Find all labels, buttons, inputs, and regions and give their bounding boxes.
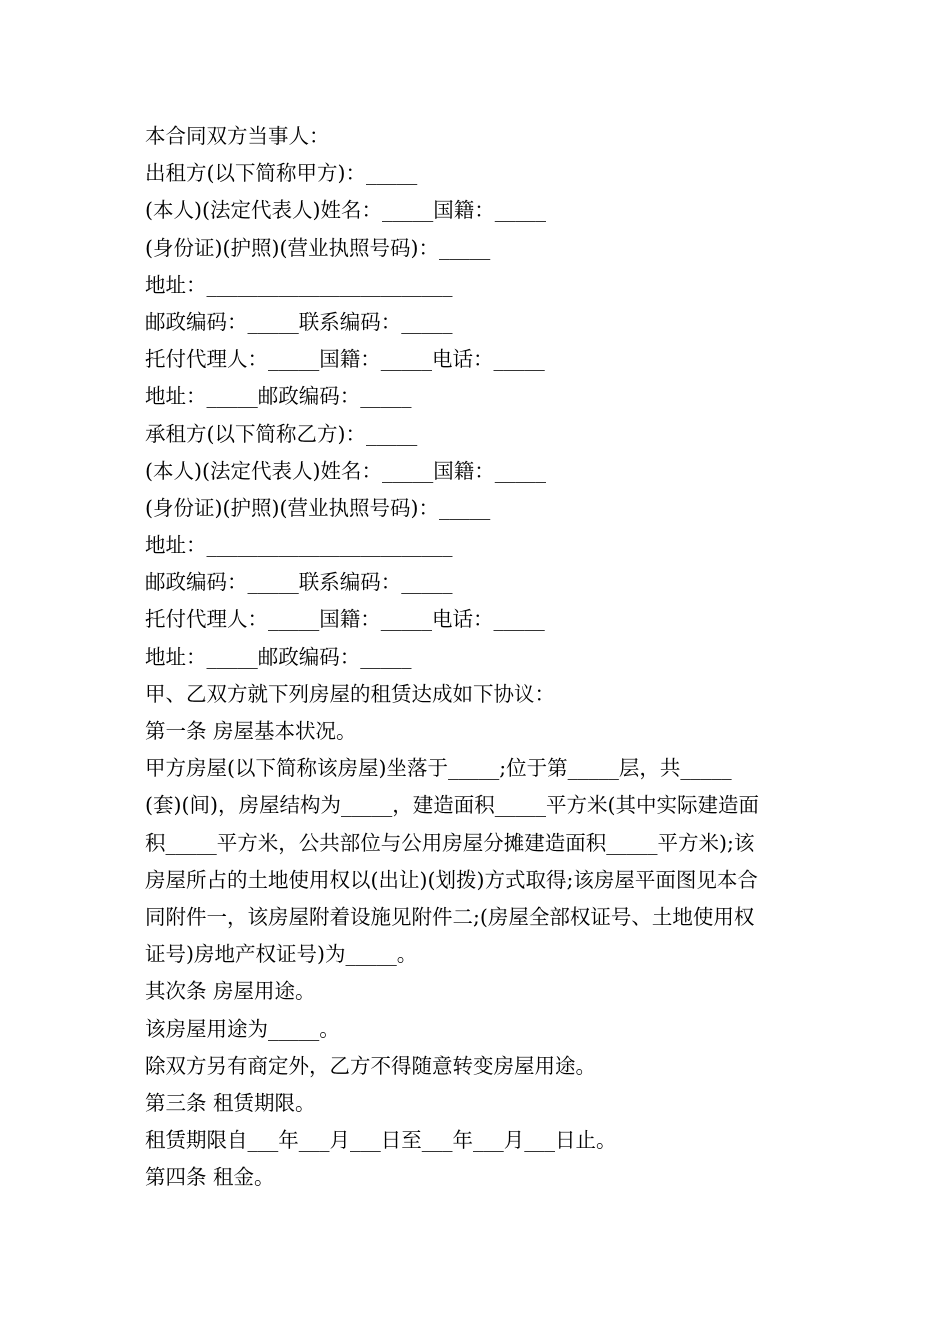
article-4-heading: 第四条 租金。: [145, 1165, 275, 1190]
parties-heading: 本合同双方当事人：: [145, 124, 330, 148]
lessee-address-line: 地址：________________________: [145, 533, 453, 558]
article-1-body-line: (套)(间)，房屋结构为_____，建造面积_____平方米(其中实际建造面: [145, 793, 759, 818]
article-1-body-line: 证号)房地产权证号)为_____。: [145, 942, 418, 967]
lessor-agent-line: 托付代理人：_____国籍：_____电话：_____: [145, 347, 545, 372]
lessor-agent-address-line: 地址：_____邮政编码：_____: [145, 384, 412, 409]
lessee-postal-line: 邮政编码：_____联系编码：_____: [145, 570, 453, 595]
lessor-postal-line: 邮政编码：_____联系编码：_____: [145, 309, 453, 334]
article-3-term: 租赁期限自___年___月___日至___年___月___日止。: [145, 1128, 617, 1153]
agreement-intro: 甲、乙双方就下列房屋的租赁达成如下协议：: [145, 681, 555, 706]
lessee-agent-address-line: 地址：_____邮政编码：_____: [145, 644, 412, 669]
lessee-agent-line: 托付代理人：_____国籍：_____电话：_____: [145, 607, 545, 632]
lessee-line: 承租方(以下简称乙方)：_____: [145, 421, 418, 446]
article-2-heading: 其次条 房屋用途。: [145, 979, 316, 1004]
lessor-id-line: (身份证)(护照)(营业执照号码)：_____: [145, 235, 491, 260]
contract-body: [145, 118, 810, 1196]
article-1-body-line: 甲方房屋(以下简称该房屋)坐落于_____;位于第_____层，共_____: [145, 756, 732, 781]
article-1-body-line: 同附件一，该房屋附着设施见附件二;(房屋全部权证号、土地使用权: [145, 904, 755, 929]
lessee-id-line: (身份证)(护照)(营业执照号码)：_____: [145, 495, 491, 520]
lessor-name-line: (本人)(法定代表人)姓名：_____国籍：_____: [145, 198, 546, 223]
lessor-line: 出租方(以下简称甲方)：_____: [145, 161, 418, 186]
article-3-heading: 第三条 租赁期限。: [145, 1090, 316, 1115]
article-1-body-line: 房屋所占的土地使用权以(出让)(划拨)方式取得;该房屋平面图见本合: [145, 867, 758, 892]
lessor-address-line: 地址：________________________: [145, 272, 453, 297]
article-1-heading: 第一条 房屋基本状况。: [145, 719, 357, 743]
article-2-usage: 该房屋用途为_____。: [145, 1016, 340, 1041]
lessee-name-line: (本人)(法定代表人)姓名：_____国籍：_____: [145, 458, 546, 483]
article-2-restriction: 除双方另有商定外，乙方不得随意转变房屋用途。: [145, 1053, 596, 1078]
article-1-body-line: 积_____平方米，公共部位与公用房屋分摊建造面积_____平方米);该: [145, 830, 755, 855]
